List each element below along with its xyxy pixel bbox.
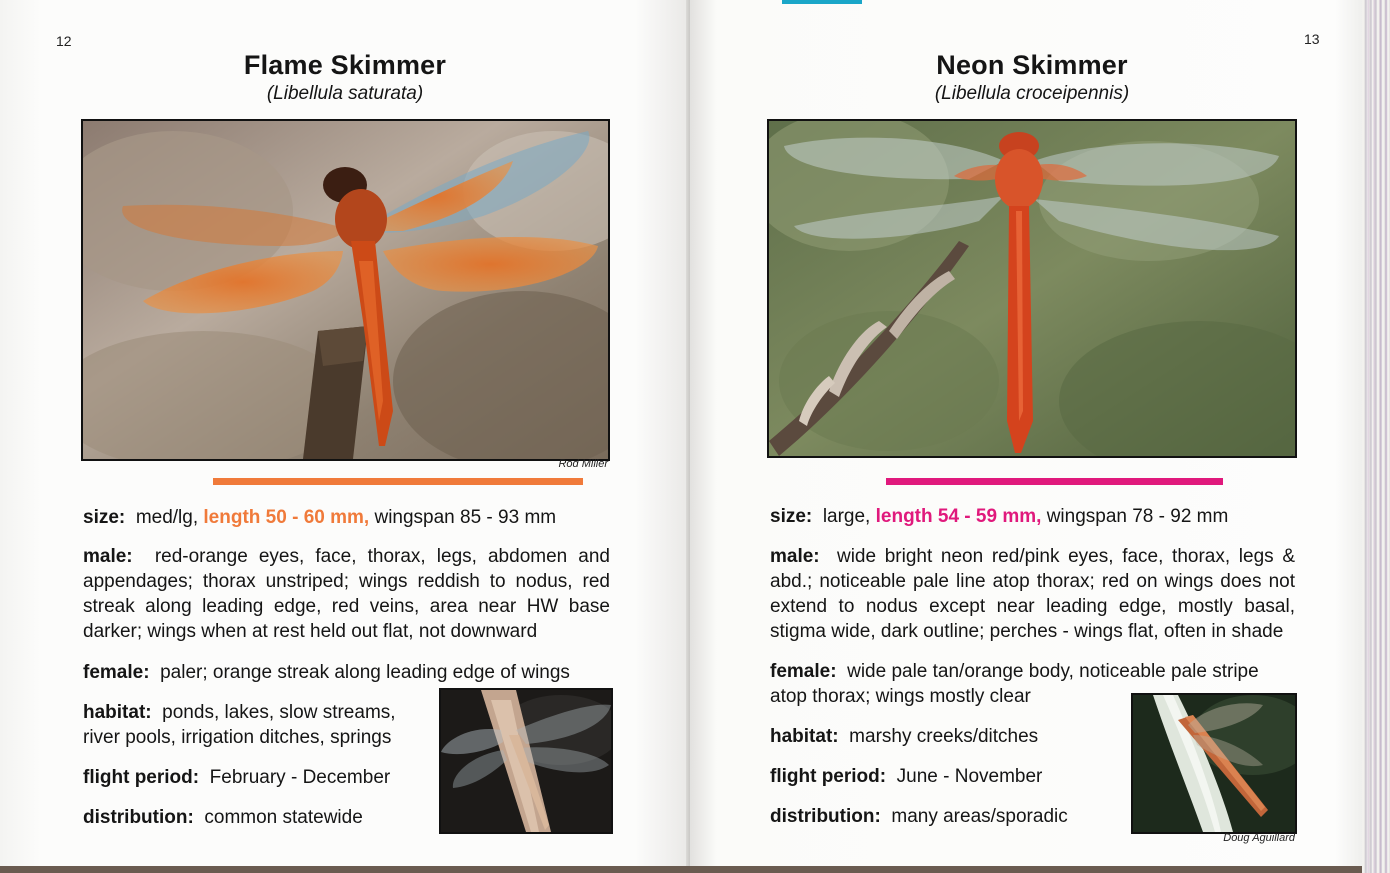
- flight-period-label: flight period:: [770, 766, 887, 787]
- male-label: male:: [770, 546, 820, 567]
- habitat-label: habitat:: [770, 726, 839, 747]
- habitat-text: ponds, lakes, slow streams, river pools, irrigation ditches, springs: [83, 702, 396, 748]
- male-text: red-orange eyes, face, thorax, legs, abdomen and appendages; thorax unstriped; wings reddish to nodus, red streak along leading edge, red veins, area near HW base darker; wings when at rest held out flat, not downward: [83, 546, 611, 642]
- flight-period-text: June - November: [896, 766, 1043, 787]
- female-text: wide pale tan/orange body, noticeable pale stripe atop thorax; wings mostly clear: [770, 661, 1259, 707]
- flight-period: [770, 764, 1120, 789]
- photo-credit: Rod Miller: [558, 458, 608, 470]
- species-title: Flame Skimmer: [243, 50, 447, 80]
- male-text: wide bright neon red/pink eyes, face, thorax, legs & abd.; noticeable pale line atop thorax; red on wings does not extend to nodus except near leading edge, mostly basal, stigma wide, dark outline; perches - wings flat, often in shade: [770, 546, 1295, 642]
- right-page: [690, 0, 1362, 866]
- page-edge-stack: [1362, 0, 1390, 873]
- distribution-text: common statewide: [204, 807, 363, 828]
- habitat-description: [770, 724, 1120, 749]
- distribution: [83, 805, 433, 830]
- habitat-text: marshy creeks/ditches: [849, 726, 1039, 747]
- female-photo: [1131, 693, 1297, 834]
- main-photo: [767, 119, 1297, 458]
- scientific-name: (Libellula croceipennis): [934, 83, 1130, 104]
- distribution: [770, 804, 1120, 829]
- size-class: med/lg,: [135, 507, 199, 528]
- flame-skimmer-photo: [83, 121, 608, 459]
- main-photo: [81, 119, 610, 461]
- male-description: [83, 544, 610, 644]
- size-line: [770, 504, 1310, 529]
- length-bar: [213, 478, 583, 485]
- length-value: length 50 - 60 mm,: [203, 507, 370, 528]
- distribution-label: distribution:: [770, 806, 881, 827]
- female-text: paler; orange streak along leading edge of wings: [160, 662, 570, 683]
- size-class: large,: [822, 506, 871, 527]
- book-shadow: [0, 866, 1362, 873]
- color-tab: [782, 0, 862, 4]
- page-edges: [1364, 0, 1388, 873]
- distribution-text: many areas/sporadic: [891, 806, 1068, 827]
- distribution-label: distribution:: [83, 807, 194, 828]
- male-description: [770, 544, 1295, 644]
- wingspan-value: wingspan 78 - 92 mm: [1046, 506, 1229, 527]
- wingspan-value: wingspan 85 - 93 mm: [374, 507, 557, 528]
- length-value: length 54 - 59 mm,: [875, 506, 1042, 527]
- page-number: 13: [1304, 31, 1320, 47]
- size-label: size:: [770, 506, 813, 527]
- length-bar: [886, 478, 1223, 485]
- female-photo: [439, 688, 613, 834]
- flame-skimmer-female-photo: [441, 690, 611, 832]
- female-description: [83, 660, 623, 685]
- size-label: size:: [83, 507, 126, 528]
- scientific-name: (Libellula saturata): [266, 83, 424, 104]
- size-line: [83, 505, 613, 530]
- page-number: 12: [56, 33, 72, 49]
- left-page: [0, 0, 690, 866]
- male-label: male:: [83, 546, 133, 567]
- female-label: female:: [770, 661, 837, 682]
- photo-credit: Doug Aguillard: [1223, 832, 1295, 844]
- neon-skimmer-photo: [769, 121, 1295, 456]
- flight-period: [83, 765, 433, 790]
- flight-period-label: flight period:: [83, 767, 200, 788]
- female-label: female:: [83, 662, 150, 683]
- species-title: Neon Skimmer: [936, 50, 1128, 80]
- neon-skimmer-female-photo: [1133, 695, 1295, 832]
- habitat-label: habitat:: [83, 702, 152, 723]
- flight-period-text: February - December: [209, 767, 391, 788]
- habitat-description: [83, 700, 433, 750]
